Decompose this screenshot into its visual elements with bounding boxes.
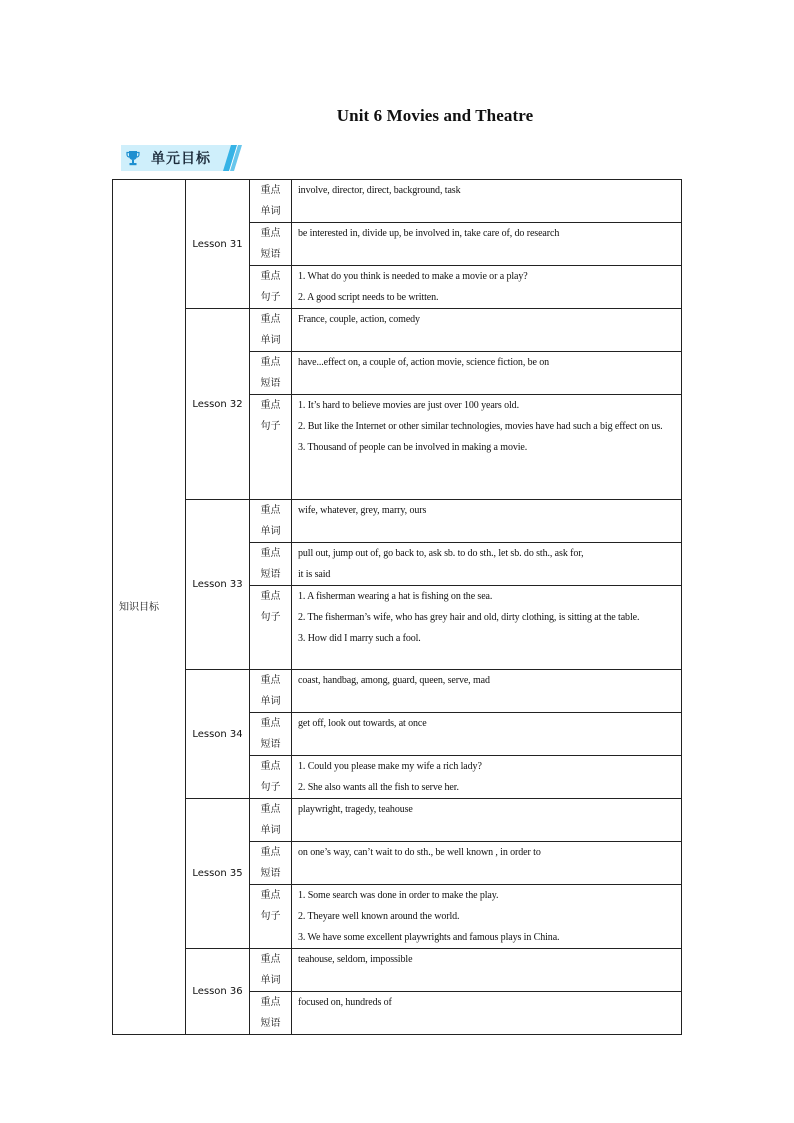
item-type-label: 重点 [260, 185, 281, 196]
item-type-label: 重点 [260, 314, 281, 325]
content-line: 3. How did I marry such a fool. [298, 633, 421, 644]
content-line: 1. A fisherman wearing a hat is fishing on the sea. [298, 591, 493, 602]
item-type-label: 单词 [260, 696, 281, 707]
item-type-cell [250, 309, 292, 352]
item-type-label: 重点 [260, 954, 281, 965]
item-type-label: 句子 [260, 782, 281, 793]
content-line: 3. Thousand of people can be involved in making a movie. [298, 442, 528, 453]
item-content-cell [292, 266, 682, 309]
item-content-cell [292, 670, 682, 713]
content-line: coast, handbag, among, guard, queen, serve, mad [298, 675, 490, 686]
item-type-label: 重点 [260, 804, 281, 815]
item-content-cell [292, 543, 682, 586]
item-type-cell [250, 266, 292, 309]
item-type-label: 单词 [260, 526, 281, 537]
content-line: teahouse, seldom, impossible [298, 954, 413, 965]
item-type-label: 重点 [260, 271, 281, 282]
item-type-cell [250, 756, 292, 799]
lesson-name-cell: Lesson 35 [186, 799, 250, 949]
item-type-label: 重点 [260, 505, 281, 516]
item-type-cell [250, 352, 292, 395]
item-type-cell [250, 670, 292, 713]
category-cell: 知识目标 [113, 180, 186, 1035]
item-type-label: 重点 [260, 847, 281, 858]
item-type-label: 重点 [260, 357, 281, 368]
item-type-cell [250, 949, 292, 992]
content-line: 2. But like the Internet or other similar technologies, movies have had such a big effect on us. [298, 421, 663, 432]
item-type-cell [250, 713, 292, 756]
content-line: be interested in, divide up, be involved in, take care of, do research [298, 228, 560, 239]
content-line: wife, whatever, grey, marry, ours [298, 505, 427, 516]
content-line: 1. It’s hard to believe movies are just over 100 years old. [298, 400, 519, 411]
item-type-cell [250, 395, 292, 500]
item-type-label: 短语 [260, 378, 281, 389]
lesson-name-cell: Lesson 31 [186, 180, 250, 309]
table-row [113, 500, 682, 543]
table-row [113, 799, 682, 842]
item-content-cell [292, 180, 682, 223]
content-line: involve, director, direct, background, task [298, 185, 461, 196]
content-line: get off, look out towards, at once [298, 718, 427, 729]
item-type-label: 单词 [260, 335, 281, 346]
content-line: 1. Some search was done in order to make the play. [298, 890, 499, 901]
item-type-label: 短语 [260, 249, 281, 260]
item-content-cell [292, 500, 682, 543]
content-line: on one’s way, can’t wait to do sth., be well known , in order to [298, 847, 541, 858]
content-line: have...effect on, a couple of, action movie, science fiction, be on [298, 357, 550, 368]
item-content-cell [292, 756, 682, 799]
item-type-label: 重点 [260, 675, 281, 686]
item-content-cell [292, 309, 682, 352]
item-type-cell [250, 992, 292, 1035]
item-type-label: 重点 [260, 997, 281, 1008]
content-line: it is said [298, 569, 331, 580]
item-type-cell [250, 586, 292, 670]
content-line: 1. Could you please make my wife a rich lady? [298, 761, 482, 772]
content-line: pull out, jump out of, go back to, ask sb. to do sth., let sb. do sth., ask for, [298, 548, 584, 559]
item-type-label: 短语 [260, 569, 281, 580]
table-row [113, 180, 682, 223]
table-row [113, 309, 682, 352]
table-row [113, 949, 682, 992]
section-banner [121, 145, 243, 171]
unit-goals-table [112, 179, 682, 1035]
item-type-cell [250, 842, 292, 885]
item-content-cell [292, 713, 682, 756]
content-line: 2. She also wants all the fish to serve her. [298, 782, 459, 793]
item-type-label: 重点 [260, 890, 281, 901]
item-type-label: 重点 [260, 400, 281, 411]
content-line: 2. The fisherman’s wife, who has grey hair and old, dirty clothing, is sitting at the table. [298, 612, 640, 623]
item-type-label: 短语 [260, 1018, 281, 1029]
item-content-cell [292, 842, 682, 885]
content-line: playwright, tragedy, teahouse [298, 804, 413, 815]
lesson-name-cell: Lesson 36 [186, 949, 250, 1035]
item-content-cell [292, 352, 682, 395]
item-type-label: 单词 [260, 825, 281, 836]
lesson-name-cell: Lesson 33 [186, 500, 250, 670]
content-line: France, couple, action, comedy [298, 314, 420, 325]
content-line: 2. Theyare well known around the world. [298, 911, 460, 922]
item-type-label: 句子 [260, 612, 281, 623]
item-content-cell [292, 992, 682, 1035]
item-type-label: 重点 [260, 228, 281, 239]
lesson-name-cell: Lesson 32 [186, 309, 250, 500]
item-type-label: 句子 [260, 421, 281, 432]
item-content-cell [292, 586, 682, 670]
item-type-label: 重点 [260, 591, 281, 602]
item-type-cell [250, 885, 292, 949]
item-content-cell [292, 223, 682, 266]
item-type-label: 重点 [260, 548, 281, 559]
trophy-icon [126, 150, 140, 166]
content-line: focused on, hundreds of [298, 997, 392, 1008]
item-type-cell [250, 543, 292, 586]
item-type-label: 短语 [260, 739, 281, 750]
item-type-label: 句子 [260, 292, 281, 303]
content-line: 1. What do you think is needed to make a movie or a play? [298, 271, 528, 282]
item-type-label: 重点 [260, 761, 281, 772]
item-type-label: 短语 [260, 868, 281, 879]
item-type-label: 重点 [260, 718, 281, 729]
item-type-cell [250, 223, 292, 266]
item-type-cell [250, 799, 292, 842]
section-label: 单元目标 [151, 151, 211, 167]
table-row [113, 670, 682, 713]
item-type-label: 单词 [260, 975, 281, 986]
content-line: 2. A good script needs to be written. [298, 292, 439, 303]
content-line: 3. We have some excellent playwrights and famous plays in China. [298, 932, 560, 943]
item-content-cell [292, 949, 682, 992]
item-type-cell [250, 500, 292, 543]
page-title: Unit 6 Movies and Theatre [336, 106, 534, 125]
item-type-label: 单词 [260, 206, 281, 217]
item-type-label: 句子 [260, 911, 281, 922]
item-content-cell [292, 885, 682, 949]
lesson-name-cell: Lesson 34 [186, 670, 250, 799]
item-content-cell [292, 799, 682, 842]
item-content-cell [292, 395, 682, 500]
item-type-cell [250, 180, 292, 223]
